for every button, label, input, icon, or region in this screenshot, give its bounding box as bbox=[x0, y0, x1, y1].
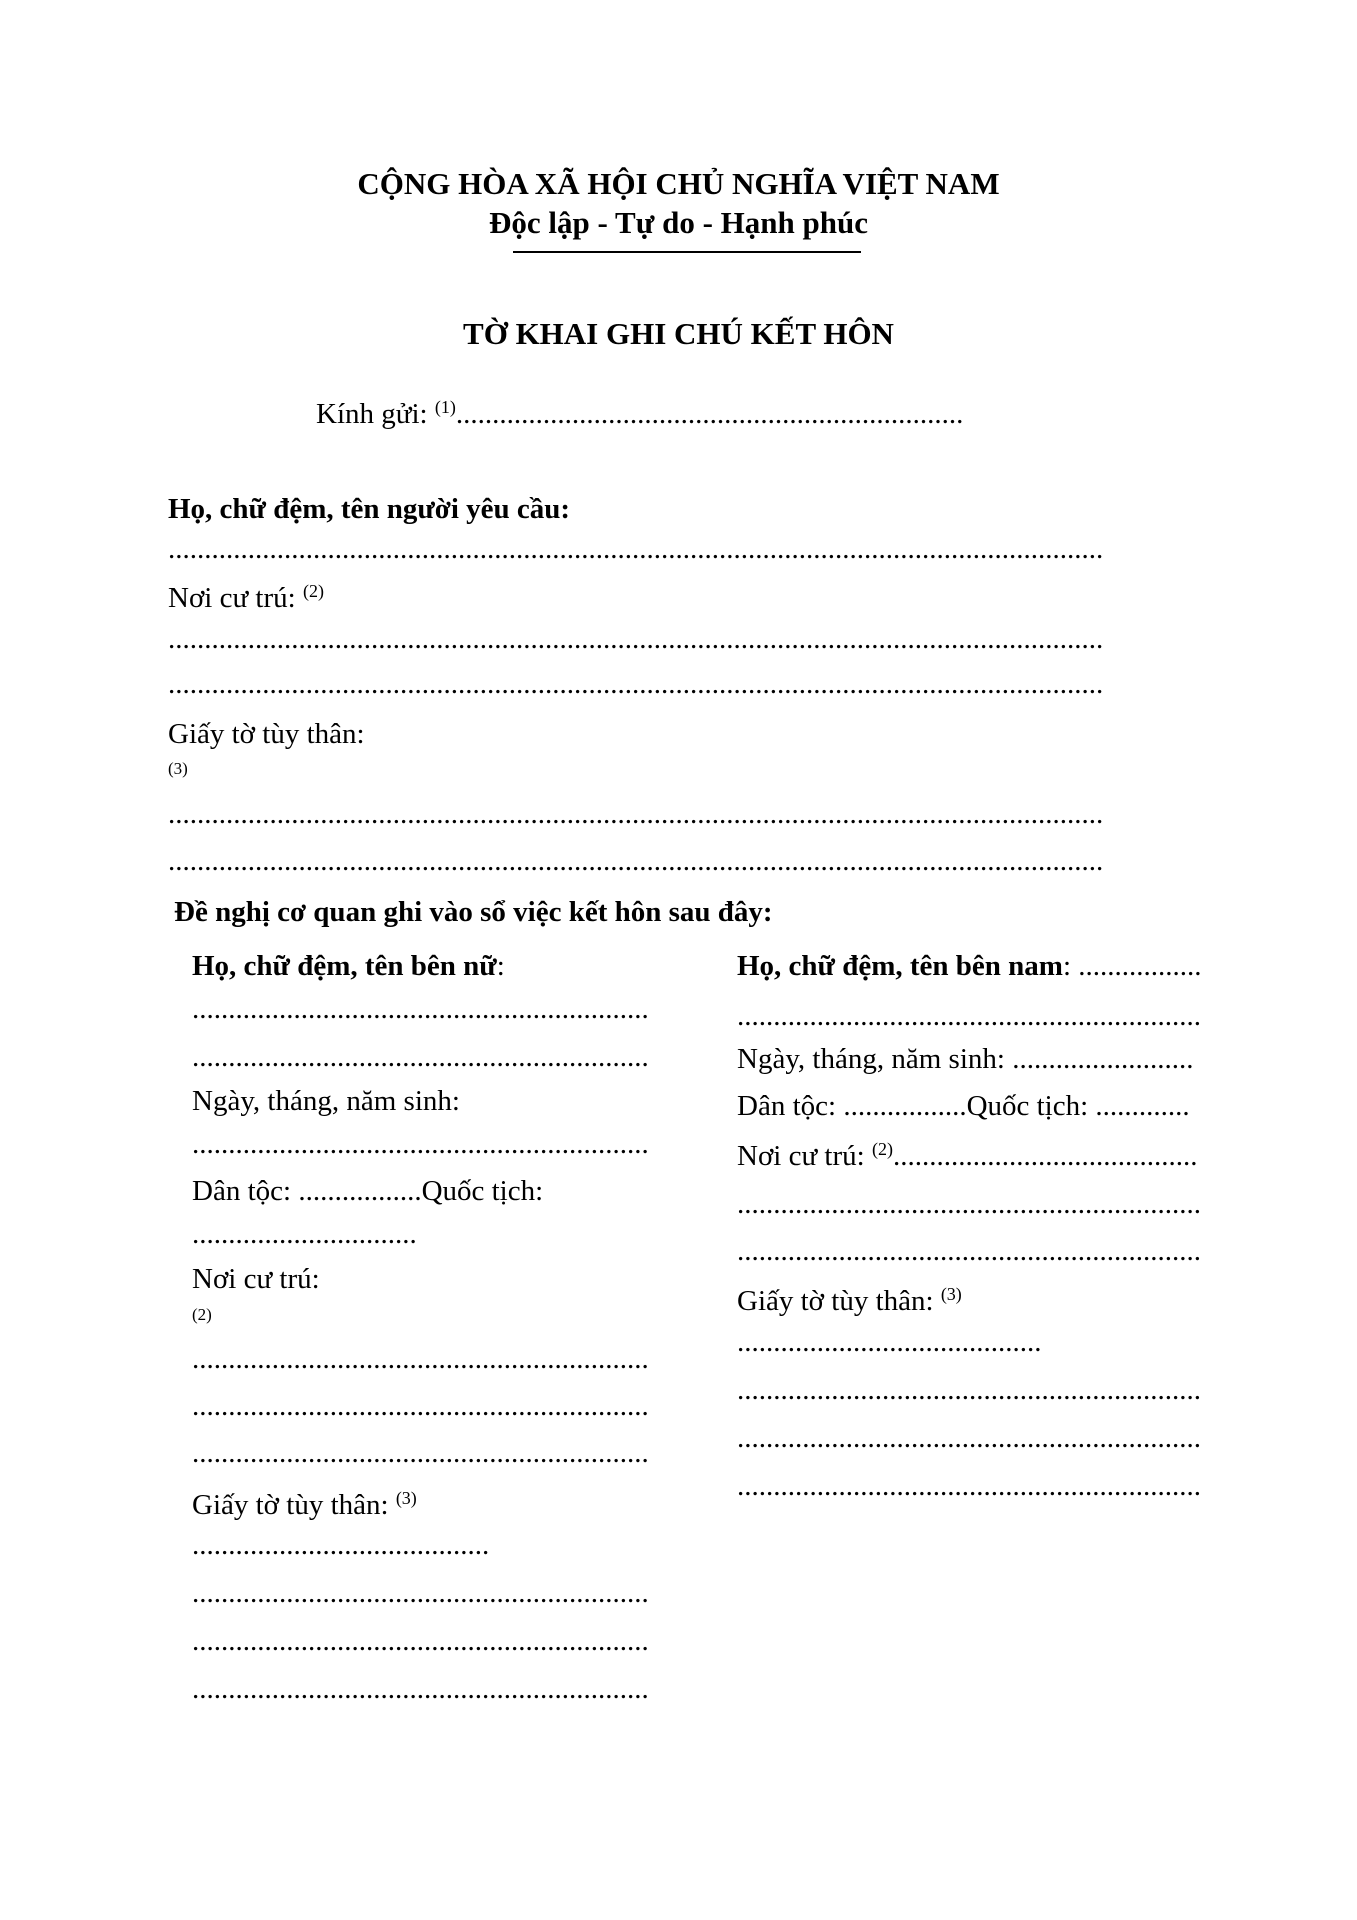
recipient-line bbox=[316, 398, 963, 429]
requester-name-label: Họ, chữ đệm, tên người yêu cầu: bbox=[168, 493, 571, 525]
form-title: TỜ KHAI GHI CHÚ KẾT HÔN bbox=[463, 316, 894, 351]
bride-residence-field-1[interactable]: ............................................................... bbox=[192, 1343, 649, 1375]
groom-id-row bbox=[737, 1285, 962, 1316]
groom-name-row bbox=[737, 952, 1202, 981]
groom-id-field-3[interactable]: ................................................................ bbox=[737, 1422, 1201, 1454]
bride-name-label-row bbox=[192, 952, 505, 981]
requester-residence-field-1[interactable]: ................................................................................................................................. bbox=[168, 623, 1104, 655]
groom-residence-label: Nơi cư trú: bbox=[737, 1140, 865, 1172]
groom-ethnicity-row bbox=[737, 1092, 1190, 1121]
requester-id-field-1[interactable]: ................................................................................................................................. bbox=[168, 798, 1104, 830]
bride-name-field-1[interactable]: ............................................................... bbox=[192, 993, 649, 1025]
bride-residence-note: (2) bbox=[192, 1305, 212, 1324]
bride-id-note: (3) bbox=[395, 1488, 417, 1508]
requester-residence-field-2[interactable]: ................................................................................................................................. bbox=[168, 668, 1104, 700]
groom-id-label: Giấy tờ tùy thân: bbox=[737, 1285, 934, 1317]
bride-dob-label: Ngày, tháng, năm sinh: bbox=[192, 1085, 460, 1117]
groom-residence-row bbox=[737, 1140, 1197, 1171]
bride-nationality-label: Quốc tịch: bbox=[421, 1175, 544, 1207]
bride-ethnicity-row bbox=[192, 1177, 543, 1206]
bride-residence-field-3[interactable]: ............................................................... bbox=[192, 1437, 649, 1469]
groom-nationality-label: Quốc tịch: bbox=[966, 1090, 1089, 1122]
bride-ethnicity-label: Dân tộc: bbox=[192, 1175, 292, 1207]
bride-id-field-3[interactable]: ............................................................... bbox=[192, 1625, 649, 1657]
bride-ethnicity-field[interactable]: ................. bbox=[298, 1175, 422, 1207]
recipient-label: Kính gửi: bbox=[316, 398, 428, 430]
groom-residence-field-inline[interactable]: .......................................... bbox=[892, 1140, 1198, 1172]
bride-dob-field[interactable]: ............................................................... bbox=[192, 1128, 649, 1160]
bride-id-row bbox=[192, 1489, 417, 1520]
national-motto: Độc lập - Tự do - Hạnh phúc bbox=[489, 205, 868, 240]
bride-name-label: Họ, chữ đệm, tên bên nữ bbox=[192, 950, 497, 982]
requester-residence-label: Nơi cư trú: bbox=[168, 582, 296, 614]
groom-name-colon: : bbox=[1062, 950, 1072, 982]
recipient-field[interactable]: ...................................................................... bbox=[455, 398, 964, 430]
groom-id-note: (3) bbox=[940, 1284, 962, 1304]
bride-name-colon: : bbox=[496, 950, 505, 982]
groom-id-field-2[interactable]: ................................................................ bbox=[737, 1374, 1201, 1406]
groom-residence-field-1[interactable]: ................................................................ bbox=[737, 1188, 1201, 1220]
recipient-note: (1) bbox=[434, 397, 456, 417]
bride-name-field-2[interactable]: ............................................................... bbox=[192, 1041, 649, 1073]
requester-name-field[interactable]: ................................................................................................................................. bbox=[168, 533, 1104, 565]
bride-residence-field-2[interactable]: ............................................................... bbox=[192, 1390, 649, 1422]
requester-id-note: (3) bbox=[168, 759, 188, 778]
groom-ethnicity-label: Dân tộc: bbox=[737, 1090, 837, 1122]
groom-ethnicity-field[interactable]: ................. bbox=[843, 1090, 967, 1122]
country-name: CỘNG HÒA XÃ HỘI CHỦ NGHĨA VIỆT NAM bbox=[357, 166, 1000, 201]
groom-dob-label: Ngày, tháng, năm sinh: bbox=[737, 1043, 1005, 1075]
bride-id-label: Giấy tờ tùy thân: bbox=[192, 1489, 389, 1521]
groom-nationality-field[interactable]: ............. bbox=[1095, 1090, 1190, 1122]
bride-id-field-4[interactable]: ............................................................... bbox=[192, 1673, 649, 1705]
bride-id-field-1[interactable]: ......................................... bbox=[192, 1529, 490, 1561]
groom-dob-row bbox=[737, 1045, 1193, 1074]
groom-name-label: Họ, chữ đệm, tên bên nam bbox=[737, 950, 1063, 982]
bride-id-field-2[interactable]: ............................................................... bbox=[192, 1577, 649, 1609]
groom-residence-note: (2) bbox=[871, 1139, 893, 1159]
groom-dob-field[interactable]: ......................... bbox=[1012, 1043, 1194, 1075]
bride-residence-label: Nơi cư trú: bbox=[192, 1263, 320, 1295]
groom-id-field-1[interactable]: .......................................... bbox=[737, 1326, 1042, 1358]
groom-id-field-4[interactable]: ................................................................ bbox=[737, 1470, 1201, 1502]
requester-id-label: Giấy tờ tùy thân: bbox=[168, 718, 365, 750]
requester-id-field-2[interactable]: ................................................................................................................................. bbox=[168, 845, 1104, 877]
requester-residence-row bbox=[168, 582, 324, 613]
groom-residence-field-2[interactable]: ................................................................ bbox=[737, 1235, 1201, 1267]
bride-nationality-field[interactable]: ............................... bbox=[192, 1218, 417, 1250]
motto-underline bbox=[513, 251, 861, 253]
request-statement: Đề nghị cơ quan ghi vào sổ việc kết hôn sau đây: bbox=[174, 896, 773, 928]
requester-residence-note: (2) bbox=[302, 581, 324, 601]
groom-name-field-inline[interactable]: ................. bbox=[1078, 950, 1202, 982]
groom-name-field[interactable]: ................................................................ bbox=[737, 1000, 1201, 1032]
